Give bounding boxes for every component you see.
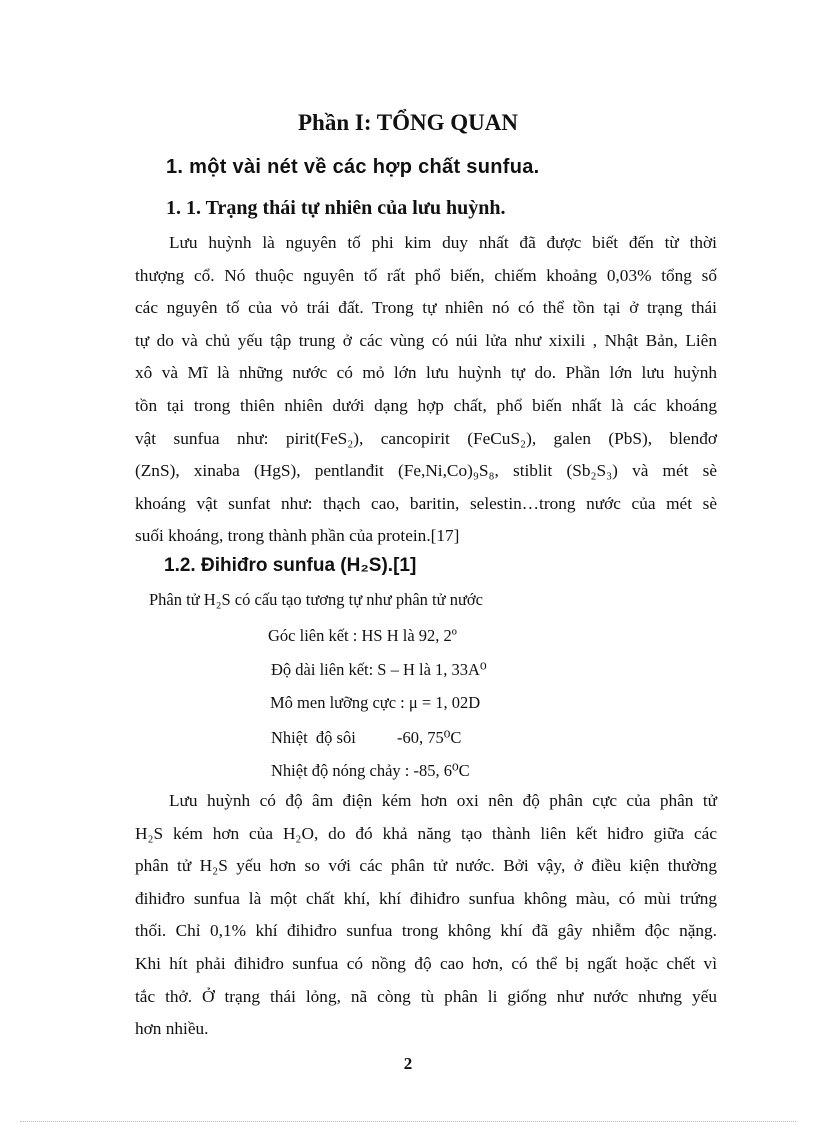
text-line: (ZnS), xinaba (HgS), pentlanđit (Fe,Ni,Co)₉S₈, stiblit (Sb₂S₃) và mét sè — [135, 461, 717, 481]
property-melting-point: Nhiệt độ nóng chảy : -85, 6⁰C — [271, 761, 470, 780]
text-line: xô và Mĩ là những nước có mỏ lớn lưu huỳnh tự do. Phần lớn lưu huỳnh — [135, 363, 717, 383]
section-heading: 1. một vài nét về các hợp chất sunfua. — [166, 156, 540, 178]
text-line: Lưu huỳnh là nguyên tố phi kim duy nhất đã được biết đến từ thời — [169, 233, 717, 252]
text-line: khoáng vật sunfat như: thạch cao, baritin, selestin…trong nước của mét sè — [135, 493, 717, 513]
page-bottom-border — [20, 1121, 796, 1122]
text-line: thượng cổ. Nó thuộc nguyên tố rất phổ biến, chiếm khoảng 0,03% tổng số — [135, 265, 717, 285]
text-line: Lưu huỳnh có độ âm điện kém hơn oxi nên độ phân cực của phân tử — [169, 791, 717, 810]
page-number: 2 — [403, 1054, 413, 1073]
text-line: tự do và chủ yếu tập trung ở các vùng có núi lửa như xixili , Nhật Bản, Liên — [135, 330, 717, 350]
property-boiling-point: Nhiệt độ sôi -60, 75⁰C — [271, 728, 462, 747]
text-line: phân tử H₂S yếu hơn so với các phân tử nước. Bởi vậy, ở điều kiện thường — [135, 856, 717, 876]
h2s-intro: Phân tử H₂S có cấu tạo tương tự như phân tử nước — [149, 590, 483, 609]
subsection-heading-natural-state: 1. 1. Trạng thái tự nhiên của lưu huỳnh. — [166, 197, 506, 219]
text-line: vật sunfua như: pirit(FeS₂), cancopirit (FeCuS₂), galen (PbS), blenđơ — [135, 428, 717, 448]
property-bond-angle: Góc liên kết : HS H là 92, 2º — [268, 626, 457, 645]
paragraph-sulfur-natural-state — [135, 227, 717, 553]
text-line: suối khoáng, trong thành phần của protein.[17] — [135, 526, 460, 546]
text-line: đihiđro sunfua là một chất khí, khí đihiđro sunfua không màu, có mùi trứng — [135, 888, 717, 908]
text-line: tồn tại trong thiên nhiên dưới dạng hợp chất, phổ biến nhất là các khoáng — [135, 395, 717, 415]
property-bond-length: Độ dài liên kết: S – H là 1, 33A⁰ — [271, 660, 487, 679]
paragraph-h2s-properties — [135, 785, 717, 1046]
page-title: Phần I: TỔNG QUAN — [297, 110, 519, 135]
text-line: Khi hít phải đihiđro sunfua có nồng độ cao hơn, có thể bị ngất hoặc chết vì — [135, 953, 717, 973]
text-line: các nguyên tố của vỏ trái đất. Trong tự nhiên nó có thể tồn tại ở trạng thái — [135, 298, 717, 318]
text-line: thối. Chỉ 0,1% khí đihiđro sunfua trong không khí đã gây nhiễm độc nặng. — [135, 921, 717, 941]
text-line: H₂S kém hơn của H₂O, do đó khả năng tạo thành liên kết hiđro giữa các — [135, 823, 717, 843]
subsection-heading-h2s: 1.2. Đihiđro sunfua (H₂S).[1] — [164, 555, 417, 576]
text-line: hơn nhiều. — [135, 1019, 209, 1039]
property-dipole-moment: Mô men lưỡng cực : μ = 1, 02D — [270, 693, 481, 712]
text-line: tắc thở. Ở trạng thái lỏng, nã còng tù phân li giống như nước nhưng yếu — [135, 986, 717, 1006]
